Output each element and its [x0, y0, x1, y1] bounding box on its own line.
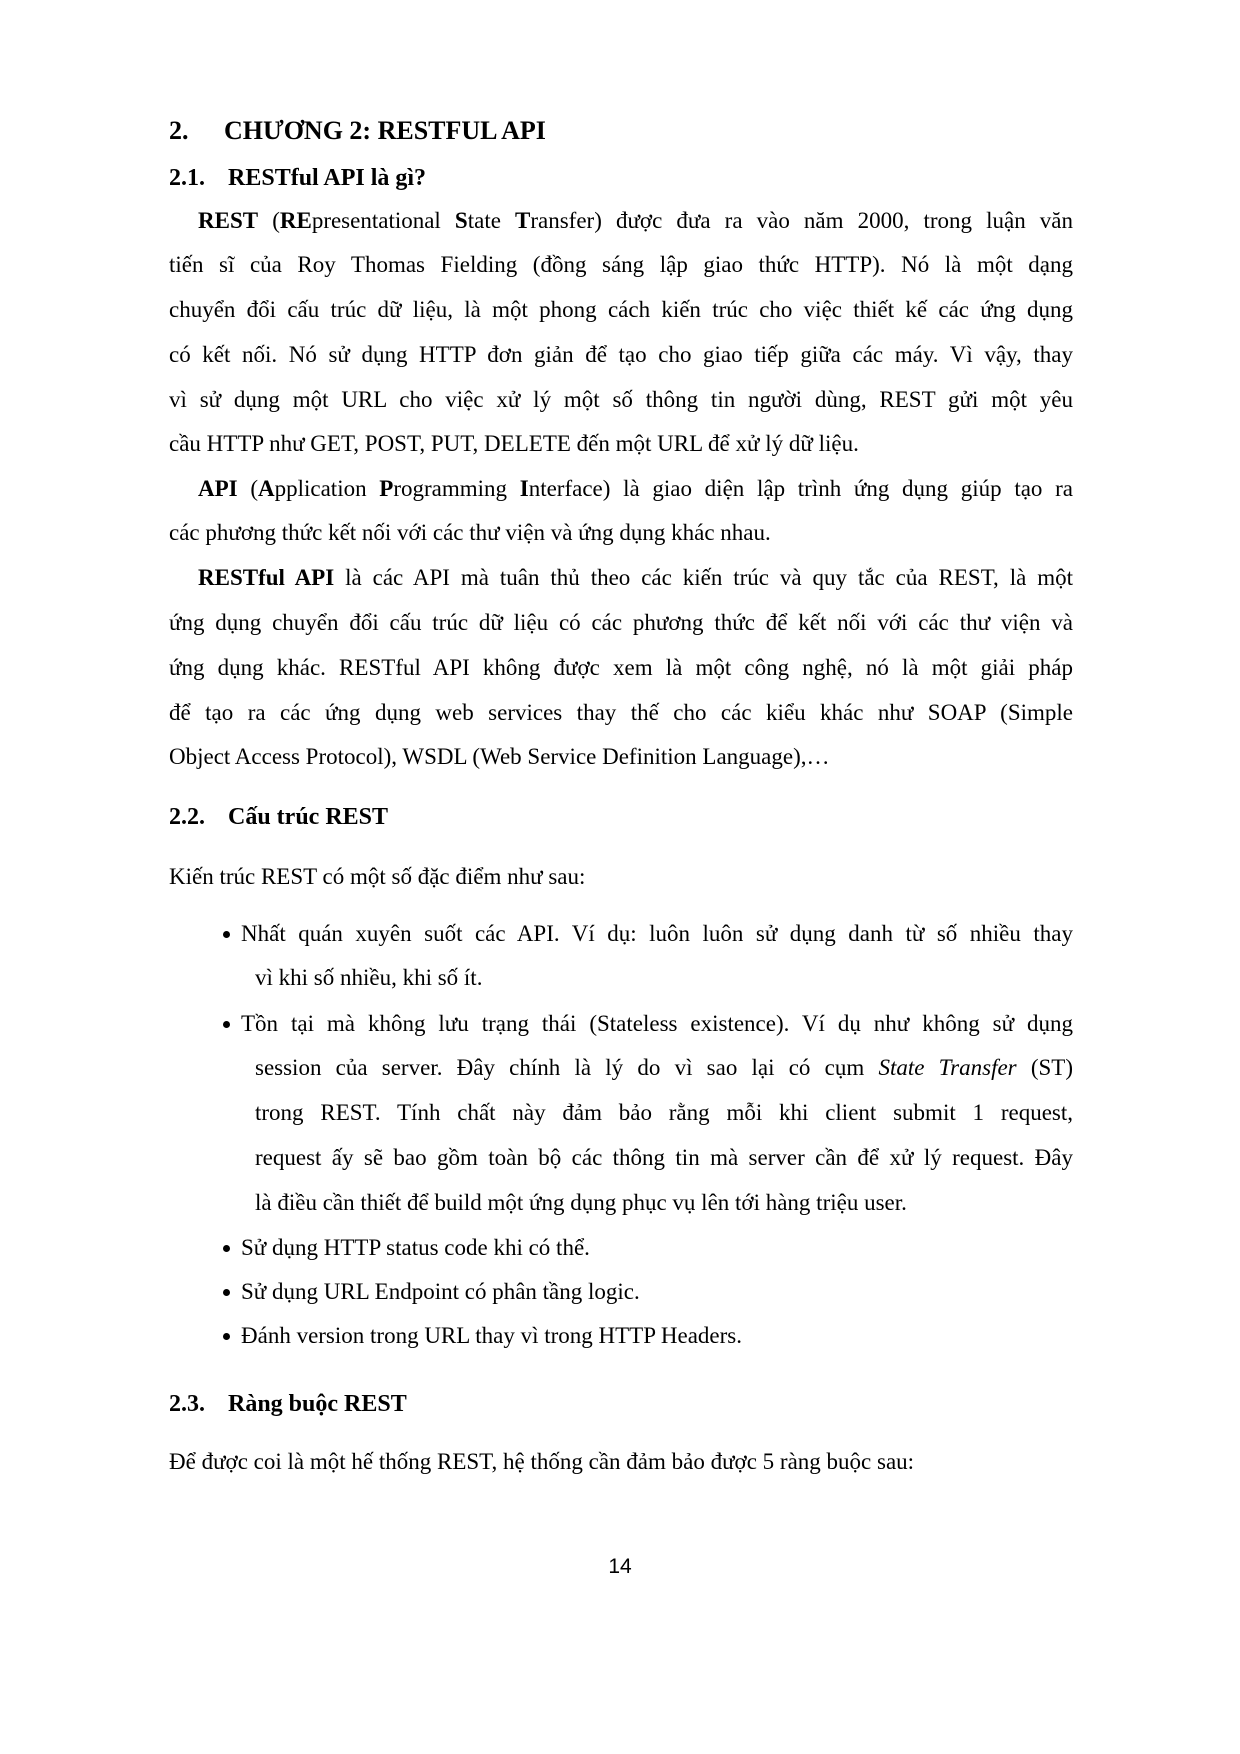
text-line: chuyển đổi cấu trúc dữ liệu, là một phong cách kiến trúc cho việc thiết kế các ứng dụng	[169, 297, 1073, 322]
bold-letter: P	[379, 476, 394, 501]
section-heading-2-2	[169, 802, 1073, 832]
bold-letter: T	[515, 208, 531, 233]
text: là các API mà tuân thủ theo các kiến trúc và quy tắc của REST, là một	[334, 565, 1073, 590]
bullet-line: vì khi số nhiều, khi số ít.	[255, 965, 483, 990]
bullet-line: Nhất quán xuyên suốt các API. Ví dụ: luôn luôn sử dụng danh từ số nhiều thay	[241, 921, 1073, 946]
text: nterface) là giao diện lập trình ứng dụng giúp tạo ra	[528, 476, 1073, 501]
text: rogramming	[393, 476, 520, 501]
text: (ST)	[1016, 1055, 1073, 1080]
section-number: 2.1.	[169, 165, 205, 191]
section-title: RESTful API là gì?	[228, 165, 427, 191]
text-line: có kết nối. Nó sử dụng HTTP đơn giản để tạo cho giao tiếp giữa các máy. Vì vậy, thay	[169, 342, 1073, 367]
bullet-icon	[223, 1333, 230, 1340]
text-line: các phương thức kết nối với các thư viện và ứng dụng khác nhau.	[169, 520, 771, 545]
section-intro: Kiến trúc REST có một số đặc điểm như sau:	[169, 864, 586, 889]
text-line: cầu HTTP như GET, POST, PUT, DELETE đến một URL để xử lý dữ liệu.	[169, 431, 859, 456]
text-line: để tạo ra các ứng dụng web services thay thế cho các kiểu khác như SOAP (Simple	[169, 700, 1073, 725]
text-line: ứng dụng chuyển đổi cấu trúc dữ liệu có các phương thức để kết nối với các thư viện và	[169, 610, 1073, 635]
bullet-line	[255, 1053, 1073, 1083]
text-line: ứng dụng khác. RESTful API không được xem là một công nghệ, nó là một giải pháp	[169, 655, 1073, 680]
bullet-line: Tồn tại mà không lưu trạng thái (Stateless existence). Ví dụ như không sử dụng	[241, 1011, 1073, 1036]
page-number: 14	[608, 1555, 632, 1578]
chapter-number: 2.	[169, 116, 189, 145]
text-line: Object Access Protocol), WSDL (Web Service Definition Language),…	[169, 744, 830, 769]
bold-letter: A	[257, 476, 275, 501]
text-line: vì sử dụng một URL cho việc xử lý một số thông tin người dùng, REST gửi một yêu	[169, 387, 1073, 412]
chapter-heading	[169, 116, 1073, 146]
section-title: Cấu trúc REST	[228, 804, 389, 830]
italic-term: State Transfer	[878, 1055, 1017, 1080]
bold-letter: I	[519, 476, 529, 501]
section-heading-2-1	[169, 163, 1073, 193]
text: session của server. Đây chính là lý do vì sao lại có cụm	[255, 1055, 879, 1080]
bullet-line: Sử dụng URL Endpoint có phân tầng logic.	[241, 1279, 640, 1304]
text-line	[198, 563, 1073, 593]
text: pplication	[274, 476, 380, 501]
section-heading-2-3	[169, 1389, 1073, 1419]
chapter-title: CHƯƠNG 2: RESTFUL API	[224, 116, 546, 145]
text: tate	[467, 208, 516, 233]
bullet-line: request ấy sẽ bao gồm toàn bộ các thông tin mà server cần để xử lý request. Đây	[255, 1145, 1073, 1170]
bullet-icon	[223, 1289, 230, 1296]
text: (	[258, 208, 280, 233]
text-line	[198, 474, 1073, 504]
bullet-line: Đánh version trong URL thay vì trong HTTP Headers.	[241, 1323, 743, 1348]
section-title: Ràng buộc REST	[228, 1391, 407, 1417]
text: ransfer) được đưa ra vào năm 2000, trong luận văn	[530, 208, 1073, 233]
bullet-icon	[223, 1021, 230, 1028]
bold-letter: RE	[279, 208, 312, 233]
bullet-line: trong REST. Tính chất này đảm bảo rằng mỗi khi client submit 1 request,	[255, 1100, 1073, 1125]
bullet-icon	[223, 931, 230, 938]
text-line	[198, 206, 1073, 236]
bullet-line: là điều cần thiết để build một ứng dụng phục vụ lên tới hàng triệu user.	[255, 1190, 907, 1215]
section-number: 2.3.	[169, 1391, 205, 1417]
text: presentational	[311, 208, 455, 233]
bold-term: API	[198, 476, 238, 501]
text: (	[237, 476, 258, 501]
bold-term: REST	[198, 208, 259, 233]
bold-term: RESTful API	[198, 565, 335, 590]
section-number: 2.2.	[169, 804, 205, 830]
bullet-icon	[223, 1245, 230, 1252]
section-intro: Để được coi là một hế thống REST, hệ thống cần đảm bảo được 5 ràng buộc sau:	[169, 1449, 915, 1474]
bold-letter: S	[454, 208, 468, 233]
bullet-line: Sử dụng HTTP status code khi có thể.	[241, 1235, 590, 1260]
text-line: tiến sĩ của Roy Thomas Fielding (đồng sáng lập giao thức HTTP). Nó là một dạng	[169, 252, 1073, 277]
